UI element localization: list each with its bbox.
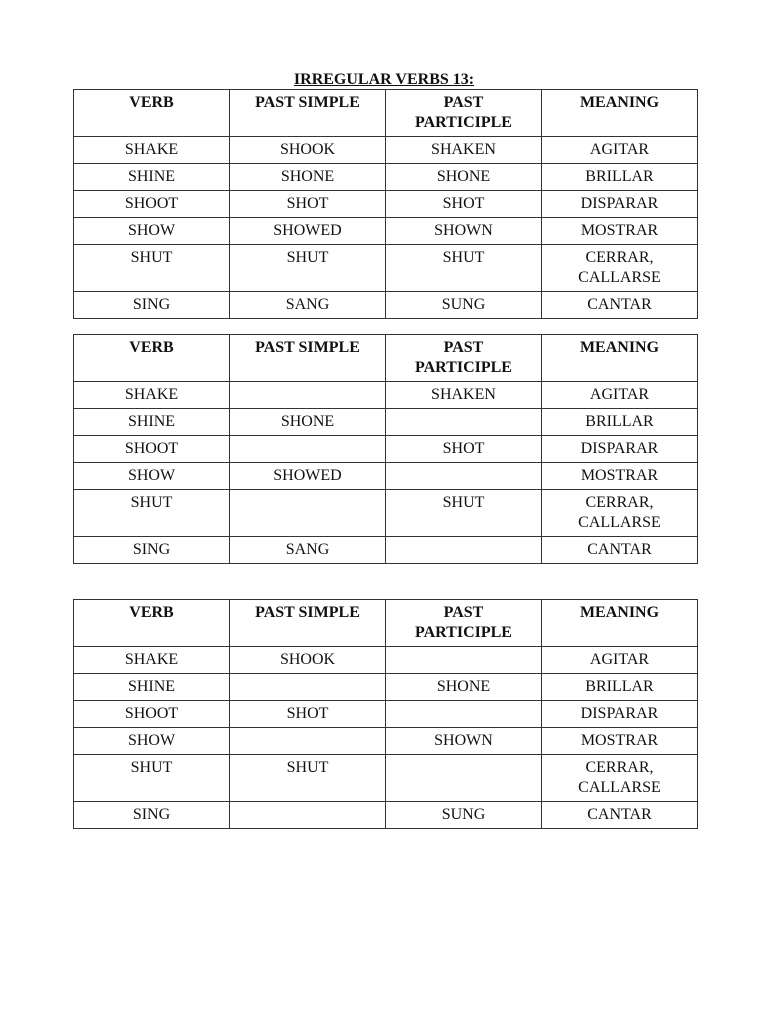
cell-past-simple: SHOT xyxy=(230,701,386,728)
cell-past-simple: SHOOK xyxy=(230,647,386,674)
header-past-simple: PAST SIMPLE xyxy=(230,90,386,137)
cell-verb: SHOOT xyxy=(74,701,230,728)
cell-past-simple xyxy=(230,436,386,463)
cell-past-simple xyxy=(230,728,386,755)
table-row xyxy=(74,137,698,164)
cell-meaning: BRILLAR xyxy=(542,674,698,701)
cell-past-participle: SHUT xyxy=(386,245,542,292)
cell-past-participle: SHONE xyxy=(386,674,542,701)
cell-past-participle: SHOT xyxy=(386,191,542,218)
cell-meaning: MOSTRAR xyxy=(542,218,698,245)
cell-meaning: AGITAR xyxy=(542,137,698,164)
cell-verb: SHINE xyxy=(74,409,230,436)
cell-verb: SING xyxy=(74,292,230,319)
table-row xyxy=(74,755,698,802)
cell-meaning: CERRAR, CALLARSE xyxy=(542,755,698,802)
table-row xyxy=(74,382,698,409)
cell-meaning: CANTAR xyxy=(542,802,698,829)
cell-past-simple: SHOOK xyxy=(230,137,386,164)
table-row xyxy=(74,674,698,701)
header-meaning: MEANING xyxy=(542,90,698,137)
cell-past-participle: SHOWN xyxy=(386,218,542,245)
cell-past-participle xyxy=(386,755,542,802)
cell-past-participle: SUNG xyxy=(386,802,542,829)
cell-verb: SHAKE xyxy=(74,137,230,164)
cell-verb: SHAKE xyxy=(74,647,230,674)
cell-past-simple: SHOWED xyxy=(230,218,386,245)
cell-verb: SHUT xyxy=(74,490,230,537)
header-past-participle: PAST PARTICIPLE xyxy=(386,335,542,382)
header-verb: VERB xyxy=(74,600,230,647)
table-row xyxy=(74,728,698,755)
header-past-participle: PAST PARTICIPLE xyxy=(386,600,542,647)
cell-meaning: AGITAR xyxy=(542,382,698,409)
cell-past-participle xyxy=(386,647,542,674)
header-row xyxy=(74,335,698,382)
header-row xyxy=(74,600,698,647)
cell-past-participle: SHOWN xyxy=(386,728,542,755)
table-row xyxy=(74,245,698,292)
table-row xyxy=(74,218,698,245)
cell-past-participle xyxy=(386,701,542,728)
cell-past-participle xyxy=(386,463,542,490)
cell-verb: SHINE xyxy=(74,164,230,191)
cell-verb: SHAKE xyxy=(74,382,230,409)
verb-table-2 xyxy=(73,334,698,564)
cell-meaning: CANTAR xyxy=(542,292,698,319)
header-past-participle: PAST PARTICIPLE xyxy=(386,90,542,137)
cell-past-participle: SHOT xyxy=(386,436,542,463)
cell-verb: SHOW xyxy=(74,463,230,490)
cell-meaning: BRILLAR xyxy=(542,164,698,191)
cell-past-participle: SHAKEN xyxy=(386,137,542,164)
cell-verb: SHOOT xyxy=(74,191,230,218)
cell-past-simple xyxy=(230,490,386,537)
cell-verb: SHUT xyxy=(74,755,230,802)
table-row xyxy=(74,463,698,490)
cell-meaning: MOSTRAR xyxy=(542,728,698,755)
cell-meaning: DISPARAR xyxy=(542,701,698,728)
header-past-simple: PAST SIMPLE xyxy=(230,600,386,647)
header-row xyxy=(74,90,698,137)
cell-past-simple xyxy=(230,674,386,701)
cell-past-simple: SHOWED xyxy=(230,463,386,490)
table-row xyxy=(74,292,698,319)
header-meaning: MEANING xyxy=(542,600,698,647)
cell-past-participle xyxy=(386,409,542,436)
cell-verb: SHOOT xyxy=(74,436,230,463)
cell-verb: SHUT xyxy=(74,245,230,292)
cell-verb: SING xyxy=(74,802,230,829)
cell-past-participle: SHUT xyxy=(386,490,542,537)
table-row xyxy=(74,701,698,728)
table-row xyxy=(74,647,698,674)
cell-meaning: CERRAR, CALLARSE xyxy=(542,245,698,292)
table-row xyxy=(74,537,698,564)
page-title: IRREGULAR VERBS 13: xyxy=(293,71,475,88)
table-row xyxy=(74,409,698,436)
cell-meaning: CERRAR, CALLARSE xyxy=(542,490,698,537)
cell-verb: SHOW xyxy=(74,728,230,755)
verb-table-3 xyxy=(73,599,698,829)
cell-verb: SING xyxy=(74,537,230,564)
cell-past-simple: SHUT xyxy=(230,755,386,802)
cell-past-simple: SHONE xyxy=(230,164,386,191)
table-row xyxy=(74,191,698,218)
cell-past-simple: SHOT xyxy=(230,191,386,218)
cell-verb: SHINE xyxy=(74,674,230,701)
cell-past-simple: SHONE xyxy=(230,409,386,436)
cell-meaning: BRILLAR xyxy=(542,409,698,436)
header-verb: VERB xyxy=(74,335,230,382)
header-verb: VERB xyxy=(74,90,230,137)
cell-meaning: DISPARAR xyxy=(542,436,698,463)
header-past-simple: PAST SIMPLE xyxy=(230,335,386,382)
table-row xyxy=(74,164,698,191)
header-meaning: MEANING xyxy=(542,335,698,382)
cell-past-simple: SHUT xyxy=(230,245,386,292)
cell-past-simple xyxy=(230,382,386,409)
table-row xyxy=(74,490,698,537)
cell-past-simple: SANG xyxy=(230,537,386,564)
cell-past-simple xyxy=(230,802,386,829)
verb-table-1 xyxy=(73,89,698,319)
cell-past-simple: SANG xyxy=(230,292,386,319)
cell-past-participle xyxy=(386,537,542,564)
table-row xyxy=(74,436,698,463)
cell-meaning: DISPARAR xyxy=(542,191,698,218)
table-row xyxy=(74,802,698,829)
cell-past-participle: SHONE xyxy=(386,164,542,191)
cell-past-participle: SUNG xyxy=(386,292,542,319)
cell-past-participle: SHAKEN xyxy=(386,382,542,409)
cell-meaning: CANTAR xyxy=(542,537,698,564)
cell-meaning: MOSTRAR xyxy=(542,463,698,490)
cell-meaning: AGITAR xyxy=(542,647,698,674)
cell-verb: SHOW xyxy=(74,218,230,245)
